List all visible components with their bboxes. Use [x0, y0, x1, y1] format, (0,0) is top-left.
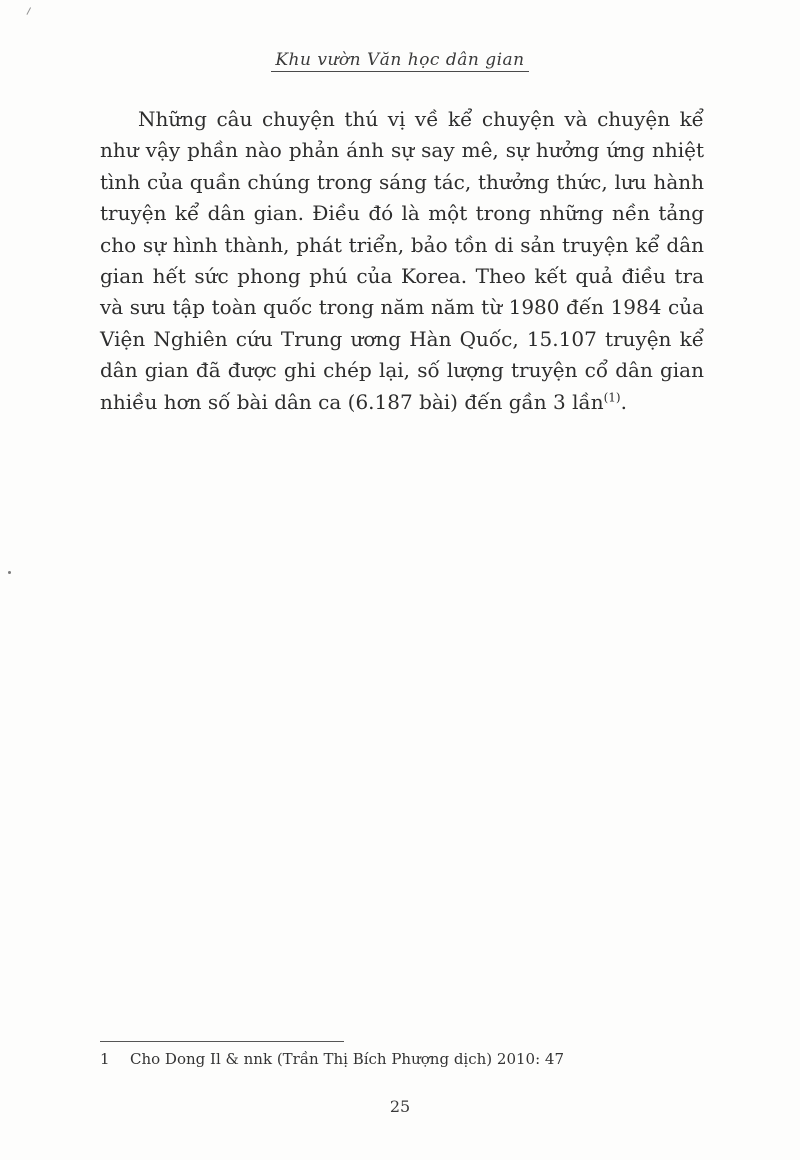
footnote-separator-rule: [100, 1041, 344, 1042]
scan-artifact-mark: [26, 7, 34, 16]
running-header: [0, 50, 800, 72]
running-header-title: Khu vườn Văn học dân gian: [271, 50, 528, 72]
footnote-text: Cho Dong Il & nnk (Trần Thị Bích Phượng dịch) 2010: 47: [130, 1050, 564, 1068]
footnote: [100, 1048, 704, 1070]
body-paragraph-period: .: [620, 389, 627, 414]
scan-artifact-dot: [8, 571, 11, 574]
page-number: 25: [389, 1097, 411, 1116]
page-content: [100, 104, 704, 418]
body-paragraph-text: Những câu chuyện thú vị về kể chuyện và chuyện kể như vậy phần nào phản ánh sự say mê, sự hưởng ứng nhiệt tình của quần chúng trong sáng tác, thưởng thức, lưu hành truyện kể dân gian. Điều đó là một trong những nền tảng cho sự hình thành, phát triển, bảo tồn di sản truyện kể dân gian hết sức phong phú của Korea. Theo kết quả điều tra và sưu tập toàn quốc trong năm năm từ 1980 đến 1984 của Viện Nghiên cứu Trung ương Hàn Quốc, 15.107 truyện kể dân gian đã được ghi chép lại, số lượng truyện cổ dân gian nhiều hơn số bài dân ca (6.187 bài) đến gần 3 lần: [100, 107, 704, 414]
footnote-reference: (1): [603, 390, 621, 404]
footnote-number: 1: [100, 1050, 110, 1068]
body-paragraph: [100, 104, 704, 418]
